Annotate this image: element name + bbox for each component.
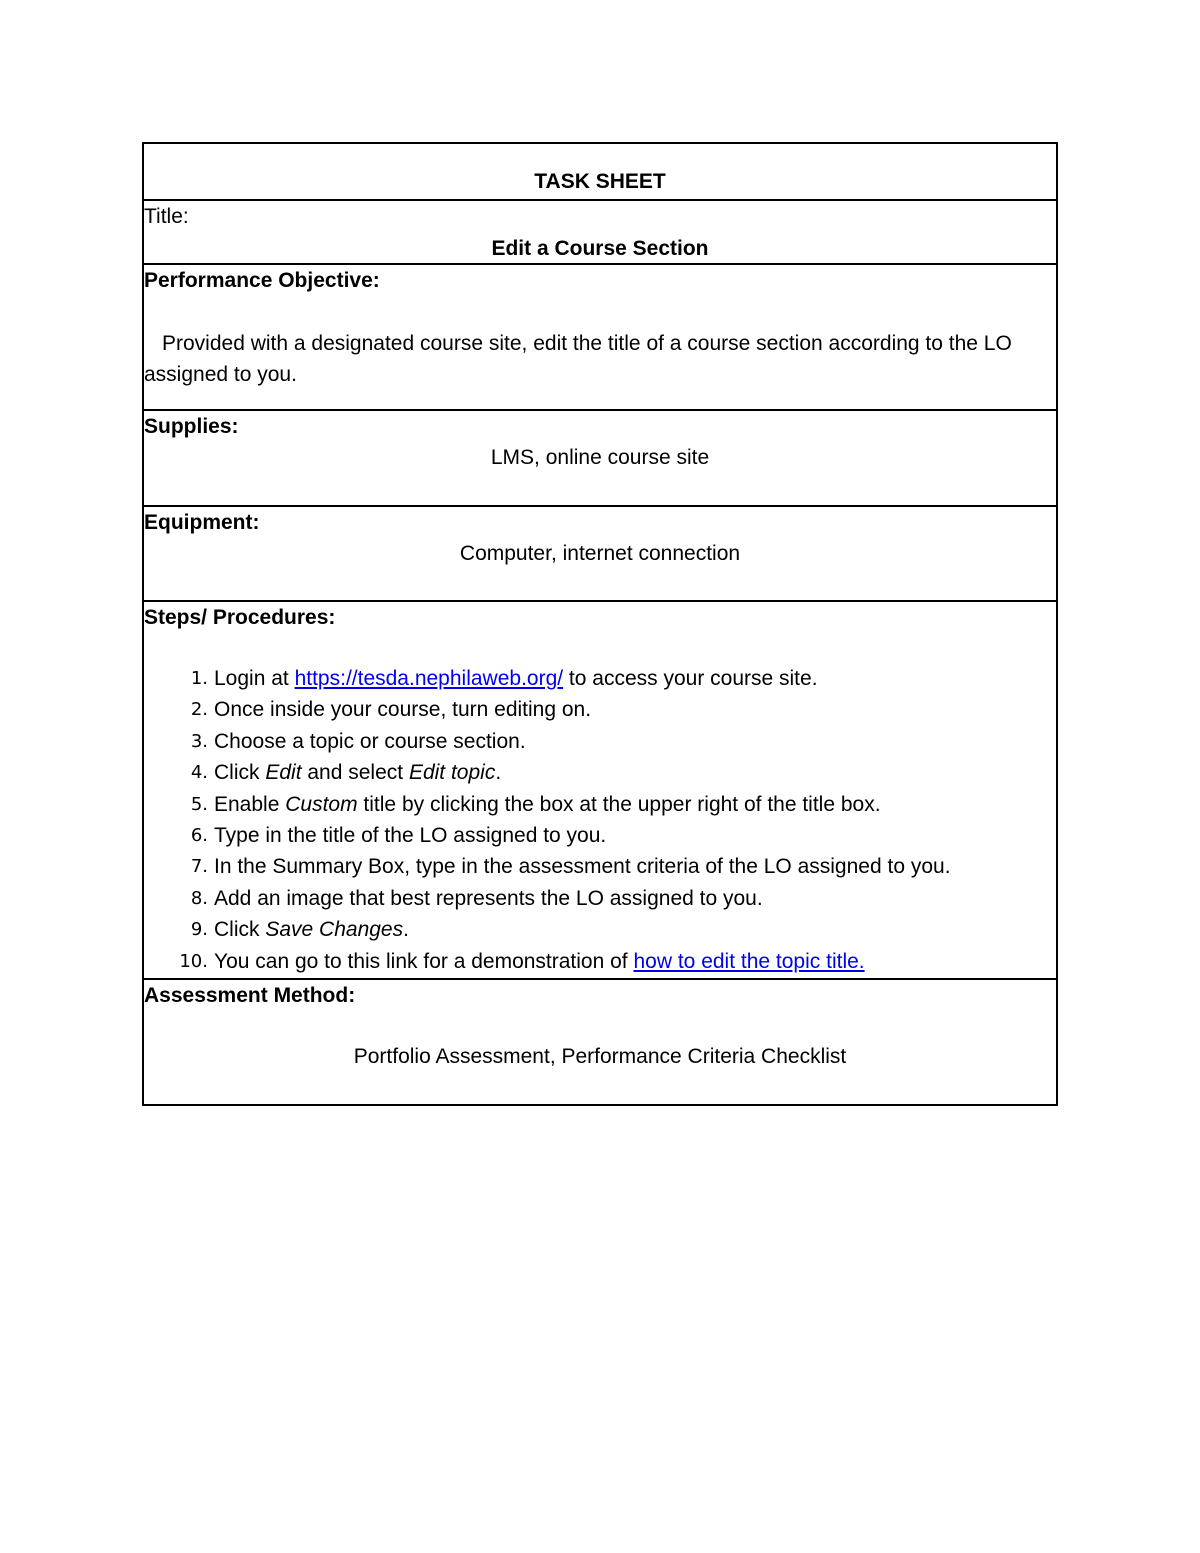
step-number: 10.: [179, 950, 208, 972]
sheet-title: TASK SHEET: [534, 170, 666, 193]
demo-link[interactable]: how to edit the topic title.: [633, 949, 865, 973]
step-text: Enable: [214, 792, 286, 816]
step-text: Choose a topic or course section.: [214, 729, 526, 753]
step-emphasis: Edit: [265, 761, 302, 785]
task-title: Edit a Course Section: [491, 237, 709, 260]
assessment-label: Assessment Method:: [144, 984, 356, 1007]
step-text: and select: [301, 761, 409, 785]
step-text: Add an image that best represents the LO assigned to you.: [214, 886, 763, 910]
step-text: title by clicking the box at the upper right of the title box.: [357, 792, 881, 816]
course-site-link[interactable]: https://tesda.nephilaweb.org/: [294, 667, 564, 690]
step-text: Click: [214, 918, 266, 942]
step-text: In the Summary Box, type in the assessment criteria of the LO assigned to you.: [214, 855, 951, 879]
step-item: [144, 883, 1056, 914]
step-item: [144, 726, 1056, 757]
step-emphasis: Edit topic: [408, 761, 496, 785]
step-number: 1.: [190, 668, 208, 689]
step-text: .: [495, 761, 502, 785]
step-text: You can go to this link for a demonstration of: [214, 949, 634, 973]
step-text: Click: [214, 761, 266, 785]
equipment-value: Computer, internet connection: [459, 542, 741, 565]
objective-row: [144, 263, 1056, 409]
steps-list: [144, 663, 1056, 977]
title-label: Title:: [144, 205, 189, 228]
assessment-value: Portfolio Assessment, Performance Criteria Checklist: [353, 1045, 847, 1068]
objective-text: Provided with a designated course site, edit the title of a course section according to the LO assigned to you.: [144, 332, 1012, 386]
step-item: [144, 914, 1056, 945]
step-emphasis: Custom: [285, 792, 358, 816]
steps-row: [144, 600, 1056, 978]
step-item: [144, 946, 1056, 977]
step-text: to access your course site.: [563, 667, 818, 690]
step-number: 8.: [190, 887, 208, 909]
steps-label: Steps/ Procedures:: [144, 606, 336, 629]
equipment-label: Equipment:: [144, 511, 260, 534]
step-item: [144, 851, 1056, 882]
step-item: [144, 820, 1056, 851]
step-number: 4.: [190, 762, 208, 784]
step-text: Login at: [214, 667, 295, 690]
step-number: 3.: [190, 730, 208, 752]
title-row: [144, 199, 1056, 263]
header-row: [144, 144, 1056, 199]
step-number: 6.: [190, 824, 208, 846]
equipment-row: [144, 505, 1056, 600]
supplies-label: Supplies:: [144, 415, 239, 438]
step-text: .: [403, 918, 409, 942]
supplies-value: LMS, online course site: [490, 446, 710, 469]
objective-label: Performance Objective:: [144, 269, 380, 292]
step-item: [144, 789, 1056, 820]
assessment-row: [144, 978, 1056, 1104]
step-number: 5.: [190, 793, 208, 815]
step-text: Type in the title of the LO assigned to you.: [214, 823, 607, 847]
step-item: [144, 663, 1056, 694]
step-number: 9.: [190, 919, 208, 941]
step-text: Once inside your course, turn editing on.: [214, 698, 592, 722]
task-sheet-table: [142, 142, 1058, 1106]
step-number: 2.: [190, 699, 208, 721]
step-number: 7.: [190, 856, 208, 878]
supplies-row: [144, 409, 1056, 505]
step-item: [144, 757, 1056, 788]
step-emphasis: Save Changes: [265, 918, 404, 942]
step-item: [144, 694, 1056, 725]
